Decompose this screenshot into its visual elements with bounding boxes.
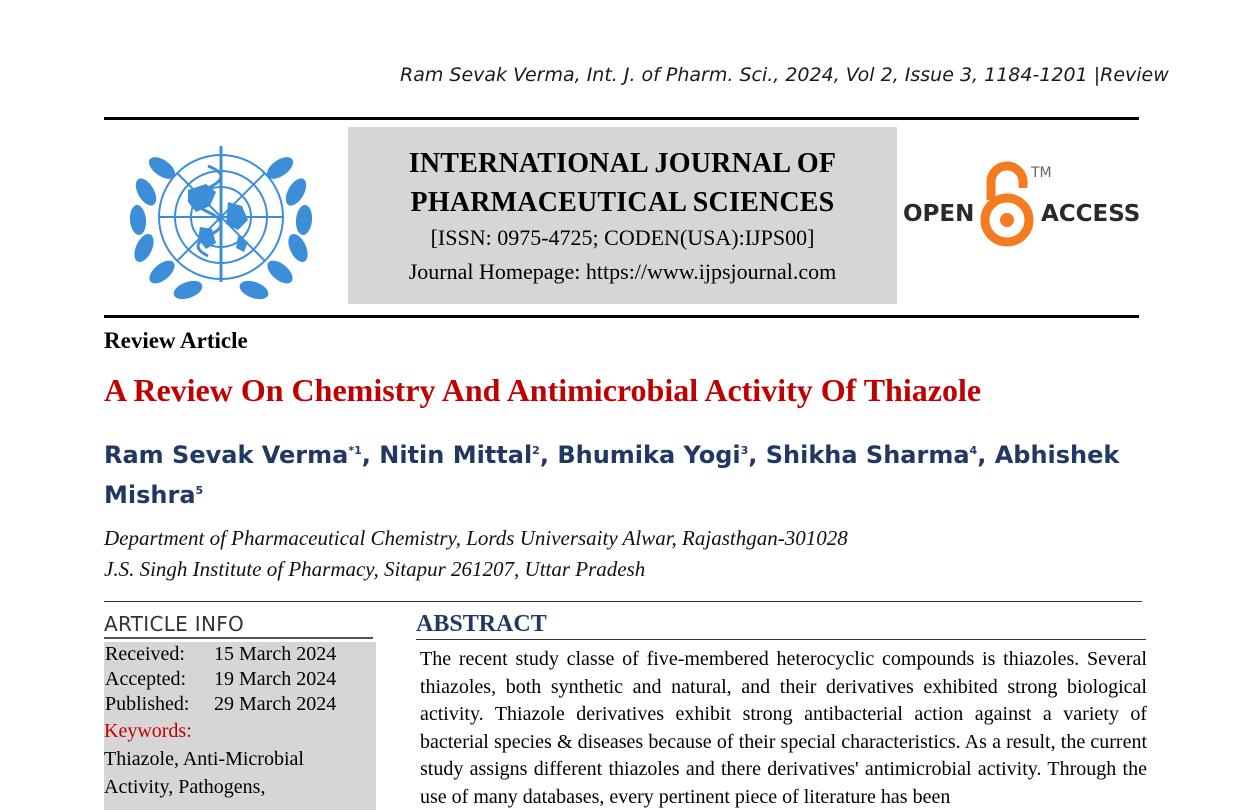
author-name: Nitin Mittal <box>379 441 533 469</box>
received-row <box>104 642 376 667</box>
journal-title-line2: PHARMACEUTICAL SCIENCES <box>410 187 835 218</box>
accepted-label: Accepted: <box>105 668 187 690</box>
author-affil-marker: 4 <box>969 444 978 457</box>
open-lock-icon <box>985 166 1029 242</box>
keywords-line: Thiazole, Anti-Microbial <box>104 748 304 770</box>
author-separator: , <box>748 441 766 469</box>
author-list <box>104 433 1144 513</box>
header-rule-top <box>104 117 1139 120</box>
article-info-box <box>104 642 376 810</box>
accepted-date: 19 March 2024 <box>214 668 337 690</box>
author-affil-marker: 2 <box>532 444 540 457</box>
accepted-row <box>104 667 376 692</box>
author-separator: , <box>977 441 995 469</box>
affiliations <box>104 523 848 585</box>
published-row <box>104 692 376 717</box>
abstract-text: The recent study classe of five-membered heterocyclic compounds is thiazoles. Several thiazoles, both synthetic and natural, and their derivatives exhibited strong biological activity. Thiazole derivatives exhibit strong antibacterial action against a variety of bacterial species & diseases because of their special characteristics. As a result, the current study assigns different thiazoles and there derivatives' antimicrobial activity. Through the use of many databases, every pertinent piece of literature has been <box>420 648 1147 808</box>
author-name: Bhumika Yogi <box>557 441 741 469</box>
received-date: 15 March 2024 <box>214 643 337 665</box>
article-type: Review Article <box>104 328 248 353</box>
journal-homepage: Journal Homepage: https://www.ijpsjournal.com <box>408 259 837 284</box>
author-affil-marker: 3 <box>740 444 749 457</box>
article-info-heading: ARTICLE INFO <box>104 612 373 639</box>
author-name: Abhishek Mishra <box>104 441 1120 509</box>
published-label: Published: <box>105 693 190 715</box>
affiliation-line: Department of Pharmaceutical Chemistry, Lords Universaity Alwar, Rajasthgan-301028 <box>104 526 848 550</box>
received-label: Received: <box>105 643 185 665</box>
article-title: A Review On Chemistry And Antimicrobial Activity Of Thiazole <box>104 372 982 408</box>
journal-issn: [ISSN: 0975-4725; CODEN(USA):IJPS00] <box>430 225 815 250</box>
author-affil-marker: *1 <box>348 444 362 457</box>
author-name: Shikha Sharma <box>765 441 970 469</box>
published-date: 29 March 2024 <box>214 693 337 715</box>
keywords-label: Keywords: <box>104 720 192 742</box>
keywords-line: Activity, Pathogens, <box>104 776 266 798</box>
journal-masthead <box>348 127 897 304</box>
author-separator: , <box>361 441 380 469</box>
open-access-tm-text: TM <box>1031 165 1052 181</box>
open-access-open-text: OPEN <box>903 201 975 227</box>
author-name: Ram Sevak Verma <box>104 441 349 469</box>
open-access-access-text: ACCESS <box>1041 201 1141 227</box>
section-divider <box>104 601 1142 602</box>
author-affil-marker: 5 <box>195 484 204 497</box>
header-rule-bottom <box>104 315 1139 318</box>
journal-emblem-logo <box>118 132 324 308</box>
abstract-heading: ABSTRACT <box>416 611 1146 640</box>
affiliation-line: J.S. Singh Institute of Pharmacy, Sitapur 261207, Uttar Pradesh <box>104 557 646 581</box>
open-access-logo <box>903 160 1143 252</box>
author-separator: , <box>539 441 558 469</box>
journal-title <box>348 144 897 222</box>
running-header: Ram Sevak Verma, Int. J. of Pharm. Sci., 2024, Vol 2, Issue 3, 1184-1201 |Review <box>400 64 1169 86</box>
journal-title-line1: INTERNATIONAL JOURNAL OF <box>408 148 837 179</box>
